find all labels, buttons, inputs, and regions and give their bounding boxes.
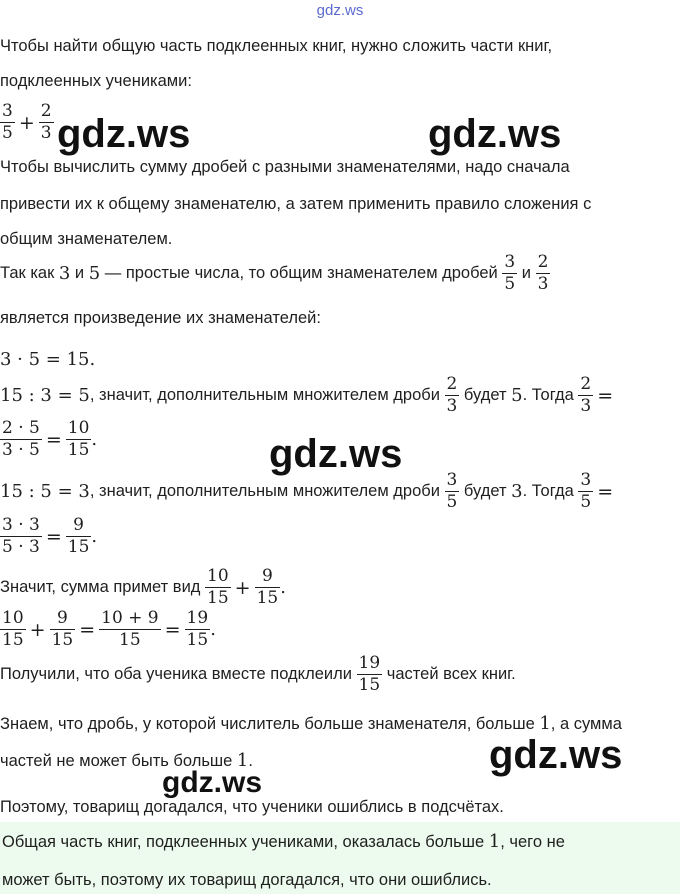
sum-form-line: Значит, сумма примет вид $\frac{10}{15}$ + $\frac{9}{15}$ . <box>0 566 286 608</box>
fraction-three-fifths: $\frac{3}{5}$ <box>2 101 13 143</box>
fraction-two-thirds: $\frac{2}{3}$ <box>40 101 52 143</box>
explain-line-2: привести их к общему знаменателю, а затем применить правило сложения с <box>0 195 592 213</box>
since-line-2: является произведение их знаменателей: <box>0 309 321 327</box>
fraction-two-thirds-inline: $\frac{2}{3}$ <box>537 252 549 294</box>
product-equation: 3 · 5 = 15. <box>0 349 96 370</box>
intro-line-1: Чтобы найти общую часть подклеенных книг, нужно сложить части книг, <box>0 37 553 55</box>
explain-line-1: Чтобы вычислить сумму дробей с разными знаменателями, надо сначала <box>0 158 570 176</box>
knowledge-line-1: Знаем, что дробь, у которой числитель больше знаменателя, больше 1, а сумма <box>0 713 622 734</box>
watermark: gdz.ws <box>489 733 623 777</box>
conclusion-line: Поэтому, товарищ догадался, что ученики ошиблись в подсчётах. <box>0 798 504 816</box>
knowledge-line-2: частей не может быть больше 1. <box>0 750 253 771</box>
fraction-sum-expression <box>0 101 54 144</box>
answer-line-1: Общая часть книг, подклеенных учениками, оказалась больше 1, чего не <box>2 831 565 852</box>
watermark: gdz.ws <box>428 112 562 156</box>
expansion-two-thirds: $\frac{2 \cdot 5}{3 \cdot 5}$ = $\frac{10}{15}$ . <box>2 418 98 460</box>
fraction-three-fifths-inline: $\frac{3}{5}$ <box>504 252 516 294</box>
watermark: gdz.ws <box>269 432 403 476</box>
expansion-three-fifths: $\frac{3 \cdot 3}{5 \cdot 3}$ = $\frac{9}{15}$ . <box>2 515 98 557</box>
result-line: Получили, что оба ученика вместе подклеили $\frac{19}{15}$ частей всех книг. <box>0 653 516 695</box>
plus-sign: + <box>18 111 35 134</box>
watermark: gdz.ws <box>162 766 263 799</box>
answer-box <box>0 822 680 894</box>
explain-line-3: общим знаменателем. <box>0 230 173 248</box>
intro-line-2: подклеенных учениками: <box>0 72 192 90</box>
multiplier-line-1: 15 : 3 = 5, значит, дополнительным множителем дроби $\frac{2}{3}$ будет 5. Тогда $\frac{2}{3}$ = <box>0 374 614 416</box>
answer-line-2: может быть, поэтому их товарищ догадался, что они ошиблись. <box>2 871 492 889</box>
site-header-link[interactable]: gdz.ws <box>316 2 364 19</box>
sum-result-equation: $\frac{10}{15}$ + $\frac{9}{15}$ = $\frac{10 + 9}{15}$ = $\frac{19}{15}$ . <box>2 608 216 650</box>
multiplier-line-2: 15 : 5 = 3, значит, дополнительным множителем дроби $\frac{3}{5}$ будет 3. Тогда $\frac{3}{5}$ = <box>0 470 614 512</box>
since-line: Так как 3 и 5 — простые числа, то общим знаменателем дробей $\frac{3}{5}$ и $\frac{2}{3}$ <box>0 252 549 294</box>
watermark: gdz.ws <box>57 112 191 156</box>
